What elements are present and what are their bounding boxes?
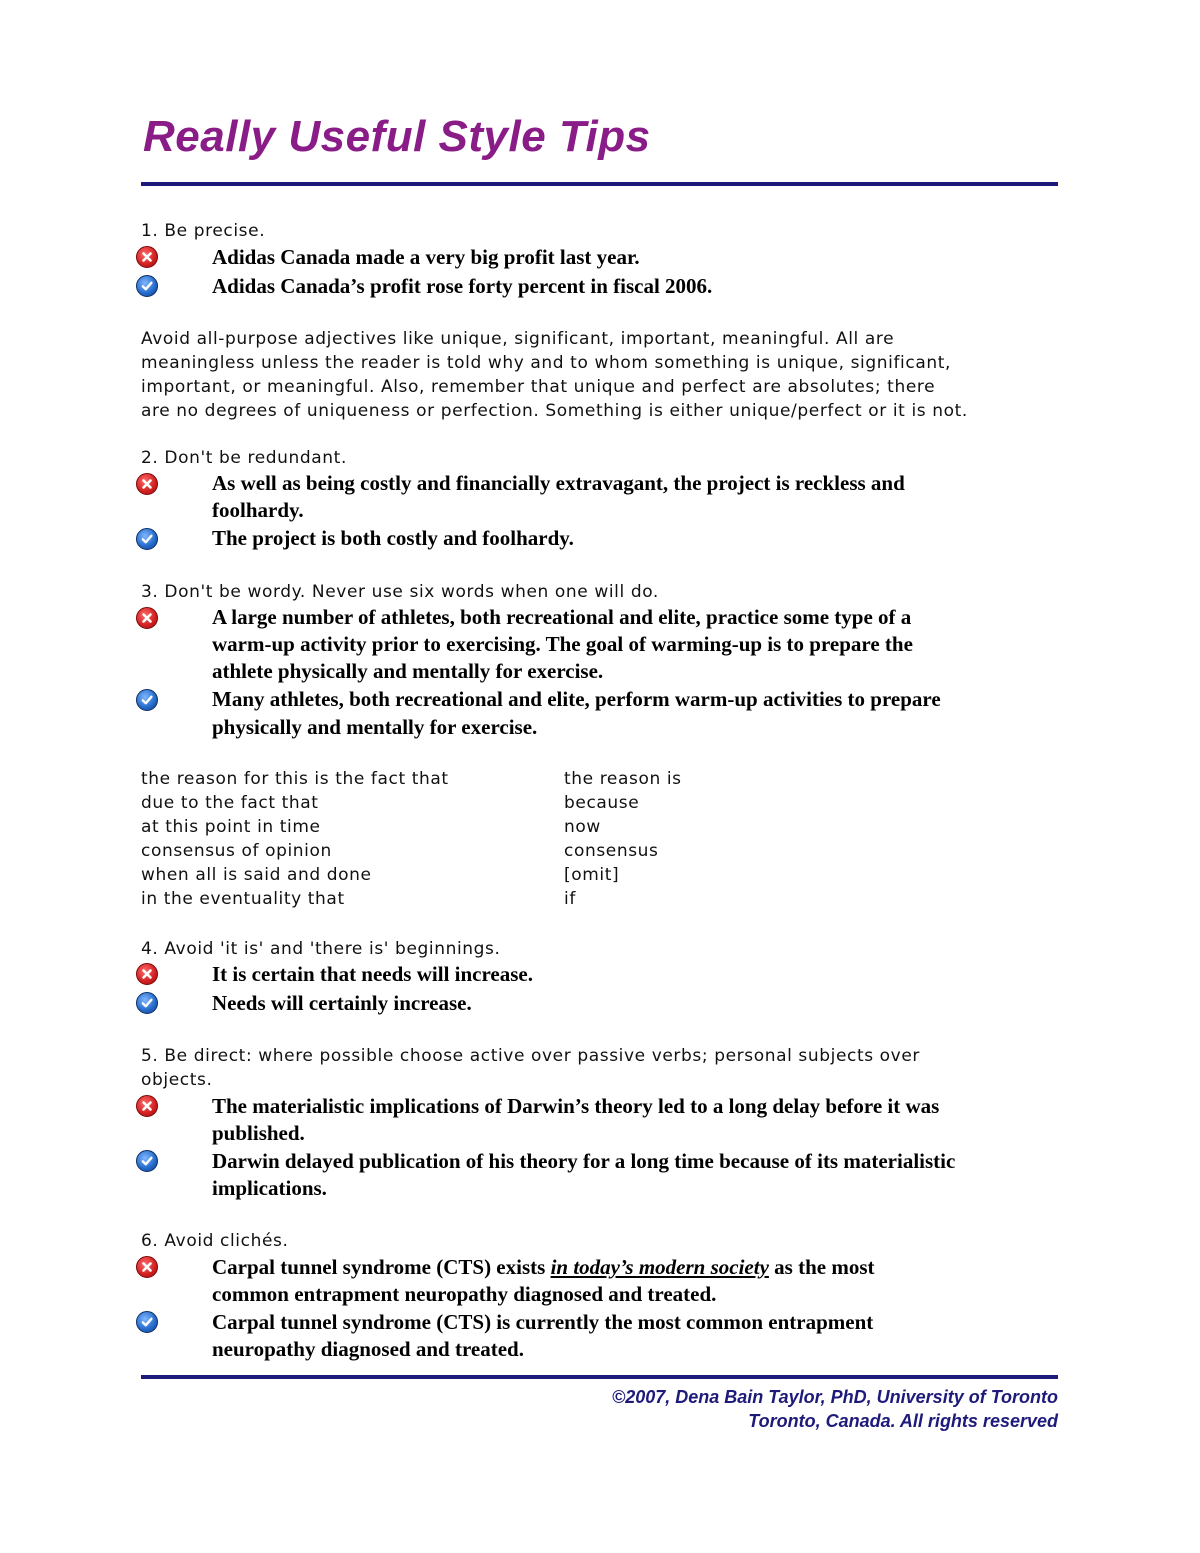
concise-phrase: if	[564, 889, 576, 909]
tip-6-bad-text: as the most	[768, 1255, 875, 1279]
header-rule	[141, 182, 1058, 186]
tip-6-heading: 6. Avoid clichés.	[141, 1231, 289, 1251]
tip-1-note-line: Avoid all-purpose adjectives like unique, significant, important, meaningful. All are	[141, 329, 895, 349]
tip-2-heading: 2. Don't be redundant.	[141, 448, 347, 468]
x-circle-icon	[136, 607, 158, 629]
page-title: Really Useful Style Tips	[143, 112, 651, 161]
tip-6-bad-text: Carpal tunnel syndrome (CTS) exists	[212, 1255, 551, 1279]
cliche-phrase: in today’s modern society	[550, 1255, 769, 1279]
check-circle-icon	[136, 689, 158, 711]
check-circle-icon	[136, 992, 158, 1014]
tip-1-note-line: are no degrees of uniqueness or perfection. Something is either unique/perfect or it is not.	[141, 401, 968, 421]
tip-4-bad-example: It is certain that needs will increase.	[212, 962, 533, 986]
tip-3-bad-example: A large number of athletes, both recreational and elite, practice some type of a	[212, 605, 912, 629]
concise-phrase: consensus	[564, 841, 659, 861]
tip-5-good-example: implications.	[212, 1176, 327, 1200]
x-circle-icon	[136, 473, 158, 495]
concise-phrase: because	[564, 793, 640, 813]
check-circle-icon	[136, 528, 158, 550]
wordy-phrase: consensus of opinion	[141, 841, 332, 861]
wordy-phrase: in the eventuality that	[141, 889, 345, 909]
concise-phrase: now	[564, 817, 601, 837]
wordy-phrase: at this point in time	[141, 817, 321, 837]
tip-1-bad-example: Adidas Canada made a very big profit last year.	[212, 245, 640, 269]
tip-2-bad-example: As well as being costly and financially extravagant, the project is reckless and	[212, 471, 905, 495]
tip-6-good-example: neuropathy diagnosed and treated.	[212, 1337, 524, 1361]
tip-1-note-line: meaningless unless the reader is told why and to whom something is unique, significant,	[141, 353, 951, 373]
tip-1-heading: 1. Be precise.	[141, 221, 266, 241]
tip-6-bad-example	[212, 1253, 874, 1281]
footer-copyright: ©2007, Dena Bain Taylor, PhD, University of Toronto	[611, 1387, 1058, 1407]
tip-3-bad-example: warm-up activity prior to exercising. The goal of warming-up is to prepare the	[212, 632, 913, 656]
footer-rights: Toronto, Canada. All rights reserved	[748, 1411, 1058, 1431]
footer-rule	[141, 1375, 1058, 1379]
tip-5-bad-example: The materialistic implications of Darwin’s theory led to a long delay before it was	[212, 1094, 940, 1118]
check-circle-icon	[136, 1311, 158, 1333]
tip-2-bad-example: foolhardy.	[212, 498, 304, 522]
check-circle-icon	[136, 1150, 158, 1172]
tip-2-good-example: The project is both costly and foolhardy.	[212, 526, 574, 550]
wordy-phrase: due to the fact that	[141, 793, 319, 813]
concise-phrase: the reason is	[564, 769, 682, 789]
tip-3-good-example: Many athletes, both recreational and elite, perform warm-up activities to prepare	[212, 687, 941, 711]
wordy-phrase: when all is said and done	[141, 865, 372, 885]
tip-4-heading: 4. Avoid 'it is' and 'there is' beginnings.	[141, 939, 501, 959]
tip-5-bad-example: published.	[212, 1121, 305, 1145]
x-circle-icon	[136, 246, 158, 268]
tip-6-bad-example: common entrapment neuropathy diagnosed and treated.	[212, 1282, 717, 1306]
tip-3-heading: 3. Don't be wordy. Never use six words when one will do.	[141, 582, 659, 602]
tip-6-good-example: Carpal tunnel syndrome (CTS) is currently the most common entrapment	[212, 1310, 874, 1334]
tip-5-good-example: Darwin delayed publication of his theory for a long time because of its materialistic	[212, 1149, 956, 1173]
check-circle-icon	[136, 275, 158, 297]
wordy-phrase: the reason for this is the fact that	[141, 769, 449, 789]
tip-1-good-example: Adidas Canada’s profit rose forty percent in fiscal 2006.	[212, 274, 713, 298]
x-circle-icon	[136, 1256, 158, 1278]
x-circle-icon	[136, 1095, 158, 1117]
tip-4-good-example: Needs will certainly increase.	[212, 991, 472, 1015]
tip-3-bad-example: athlete physically and mentally for exercise.	[212, 659, 604, 683]
tip-5-heading: objects.	[141, 1070, 213, 1090]
x-circle-icon	[136, 963, 158, 985]
tip-3-good-example: physically and mentally for exercise.	[212, 715, 538, 739]
tip-1-note-line: important, or meaningful. Also, remember that unique and perfect are absolutes; there	[141, 377, 936, 397]
tip-5-heading: 5. Be direct: where possible choose active over passive verbs; personal subjects over	[141, 1046, 920, 1066]
concise-phrase: [omit]	[564, 865, 620, 885]
